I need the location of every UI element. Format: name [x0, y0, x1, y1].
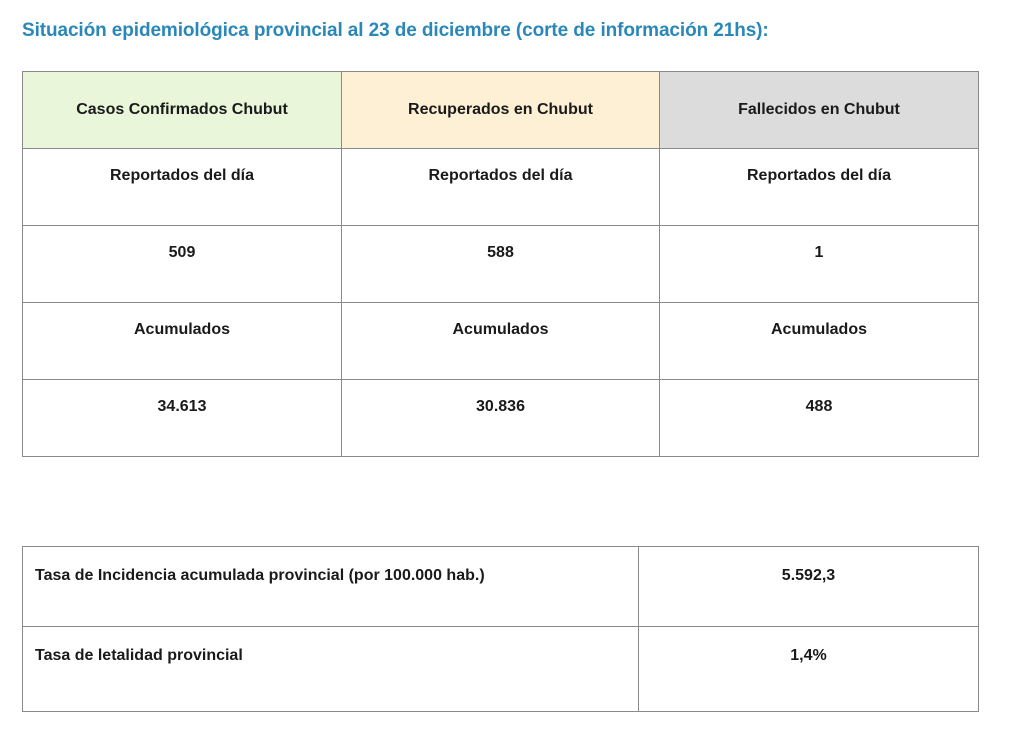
confirmed-cumulative-label: Acumulados — [23, 303, 342, 380]
header-deceased: Fallecidos en Chubut — [660, 72, 979, 149]
incidence-rate-label: Tasa de Incidencia acumulada provincial (por 100.000 hab.) — [23, 547, 639, 627]
cumulative-value-row — [23, 380, 979, 457]
confirmed-daily-label: Reportados del día — [23, 149, 342, 226]
rates-table — [22, 546, 979, 712]
epidemiological-table — [22, 71, 979, 457]
daily-value-row — [23, 226, 979, 303]
deceased-daily-value: 1 — [660, 226, 979, 303]
page-title: Situación epidemiológica provincial al 23 de diciembre (corte de información 21hs): — [22, 20, 769, 41]
recovered-cumulative-label: Acumulados — [342, 303, 660, 380]
confirmed-cumulative-value: 34.613 — [23, 380, 342, 457]
header-recovered: Recuperados en Chubut — [342, 72, 660, 149]
deceased-daily-label: Reportados del día — [660, 149, 979, 226]
daily-label-row — [23, 149, 979, 226]
confirmed-daily-value: 509 — [23, 226, 342, 303]
deceased-cumulative-value: 488 — [660, 380, 979, 457]
lethality-rate-label: Tasa de letalidad provincial — [23, 627, 639, 712]
header-row — [23, 72, 979, 149]
header-confirmed-cases: Casos Confirmados Chubut — [23, 72, 342, 149]
recovered-daily-value: 588 — [342, 226, 660, 303]
lethality-rate-value: 1,4% — [639, 627, 979, 712]
deceased-cumulative-label: Acumulados — [660, 303, 979, 380]
incidence-rate-row — [23, 547, 979, 627]
cumulative-label-row — [23, 303, 979, 380]
lethality-rate-row — [23, 627, 979, 712]
recovered-daily-label: Reportados del día — [342, 149, 660, 226]
recovered-cumulative-value: 30.836 — [342, 380, 660, 457]
incidence-rate-value: 5.592,3 — [639, 547, 979, 627]
